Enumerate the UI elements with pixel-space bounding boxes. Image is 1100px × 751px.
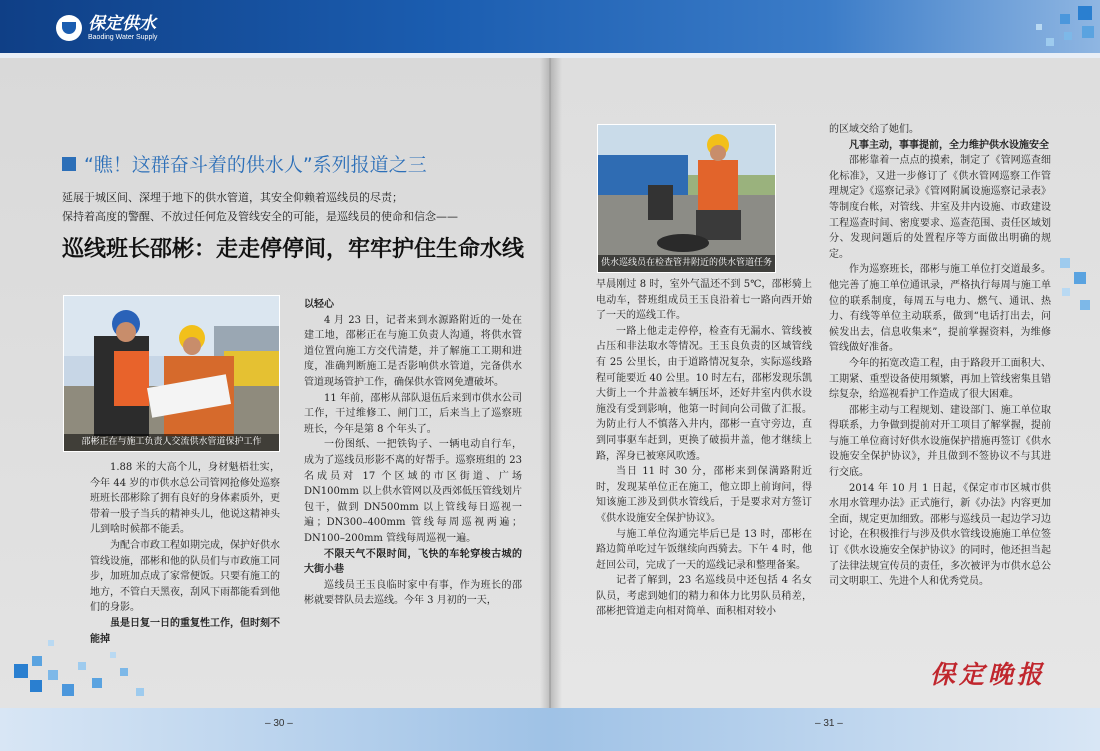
paragraph: 巡线员王玉良临时家中有事，作为班长的邵彬就要替队员去巡线。今年 3 月初的一天， <box>304 579 522 607</box>
paragraph: 邵彬靠着一点点的摸索，制定了《管网巡查细化标准》，又进一步修订了《供水管网巡察工作管理规定》《巡察记录》《管网附属设施巡察记录表》等制度台帐，对管线、井室及井内设施、市政建设工程巡查时间、密度要求、巡查范围、责任区域划分、发现问题后的处置程序等方面做出明确的规定。 <box>829 155 1051 260</box>
logo-english-text: Baoding Water Supply <box>88 33 158 41</box>
article-headline: 巡线班长邵彬：走走停停间，牢牢护住生命水线 <box>62 237 525 262</box>
text-column-1 <box>90 460 280 647</box>
photo-manhole-inspection <box>597 124 776 273</box>
newspaper-masthead: 保定晚报 <box>930 660 1047 689</box>
header-bar <box>0 0 1100 58</box>
paragraph: 一份图纸、一把铁钩子、一辆电动自行车，成为了巡线员形影不离的好帮手。巡察班组的 23 名成员对 17 个区域的市区街道、广场 DN100mm 以上供水管网以及西郊低压管线划片包干，做到 DN500mm 以上管线每日巡视一遍；DN300–400mm 管线每周巡视两遍；DN100–200mm 管线每周巡视一遍。 <box>304 439 522 544</box>
paragraph: 早晨刚过 8 时，室外气温还不到 5℃，邵彬骑上电动车，替班组成员王玉良沿着七一路向西开始了一天的巡线工作。 <box>596 279 812 322</box>
right-page-number: – 31 – <box>815 718 843 729</box>
section-heading: 虽是日复一日的重复性工作，但时刻不能掉 <box>90 617 280 645</box>
paragraph: 当日 11 时 30 分，邵彬来到保满路附近时，发现某单位正在施工，他立即上前询问，得知该施工涉及到供水管线后，于是要求对方签订《供水设施安全保护协议》。 <box>596 466 812 524</box>
paragraph: 的区域交给了她们。 <box>829 124 919 135</box>
lead-line: 保持着高度的警醒、不放过任何危及管线安全的可能，是巡线员的使命和信念—— <box>62 210 458 223</box>
photo-caption: 邵彬正在与施工负责人交流供水管道保护工作 <box>64 434 279 451</box>
paragraph: 1.88 米的大高个儿，身材魁梧壮实，今年 44 岁的市供水总公司管网抢修处巡察班班长邵彬除了拥有良好的身体素质外，更带着一股子当兵的精神头儿，他说这精神头儿到啥时候都不能丢。 <box>90 462 280 536</box>
lead-line: 延展于城区间、深埋于地下的供水管道，其安全仰赖着巡线员的尽责； <box>62 191 403 204</box>
paragraph: 作为巡察班长，邵彬与施工单位打交道最多。他完善了施工单位通讯录，严格执行每周与施工单位的联系制度，每周五与电力、燃气、通讯、热力、有线等单位主动联系，做到“电话打出去，问候发出去，信息收集来”，提前掌握资料，为维修管线做好准备。 <box>829 264 1051 354</box>
text-column-2 <box>304 297 522 609</box>
footer-bar <box>0 708 1100 751</box>
logo-chinese-text: 保定供水 <box>88 13 156 34</box>
photo-illustration <box>64 296 279 451</box>
page-spine <box>540 58 562 708</box>
paragraph: 记者了解到，23 名巡线员中还包括 4 名女队员，考虑到她们的精力和体力比男队员稍差，邵彬把管道走向相对简单、面积相对较小 <box>596 575 812 618</box>
photo-inspection-meeting <box>63 295 280 452</box>
paragraph: 一路上他走走停停，检查有无漏水、管线被占压和非法取水等情况。王玉良负责的区域管线有 25 公里长，由于道路情况复杂，实际巡线路程可能要近 40 公里。10 时左右，邵彬发现乐凯大街上一个井盖被车辆压坏，还好井室内供水设施没有受到影响，他第一时间向公司做了汇报。为防止行人不慎落入井内，邵彬一直守旁边，直到同事驱车赶到，更换了破损井盖，他才继续上路，浑身已被寒风吹透。 <box>596 325 812 462</box>
paragraph: 11 年前，邵彬从部队退伍后来到市供水公司工作，干过维修工、闸门工，后来当上了巡察班班长，今年是第 8 个年头了。 <box>304 392 522 435</box>
series-title <box>62 150 427 177</box>
photo-caption: 供水巡线员在检查管井附近的供水管道任务 <box>598 255 775 272</box>
text-column-3 <box>596 277 812 620</box>
square-bullet-icon <box>62 157 76 171</box>
section-heading: 以轻心 <box>304 299 334 310</box>
left-page-number: – 30 – <box>265 718 293 729</box>
publication-logo <box>56 8 157 48</box>
paragraph: 2014 年 10 月 1 日起，《保定市市区城市供水用水管理办法》正式施行，新《办法》内容更加全面，规定更加细致。邵彬与巡线员一起边学习边讨论，在积极推行与涉及供水管线设施施工单位签订《供水设施安全保护协议》的同时，他还担当起了法律法规宣传员的责任，多次被评为市供水总公司文明职工、先进个人和优秀党员。 <box>829 482 1051 588</box>
paragraph: 4 月 23 日，记者来到水源路附近的一处在建工地，邵彬正在与施工负责人沟通，将供水管道位置向施工方交代清楚，并了解施工工期和进度，准确判断施工是否影响供水管道，完备供水管道现场管护工作，确保供水管网免遭破坏。 <box>304 314 522 388</box>
paragraph: 与施工单位沟通完毕后已是 13 时，邵彬在路边简单吃过午饭继续向西骑去。下午 4 时，他赶回公司，完成了一天的巡线记录和整理备案。 <box>596 528 812 571</box>
water-drop-icon <box>56 15 82 41</box>
series-title-text: “瞧！这群奋斗着的供水人”系列报道之三 <box>84 154 427 176</box>
paragraph: 为配合市政工程如期完成，保护好供水管线设施，邵彬和他的队员们与市政施工同步，加班加点成了家常便饭。只要有施工的地方，不管白天黑夜，刮风下雨都能看到他们的身影。 <box>90 539 280 614</box>
section-heading: 凡事主动，事事提前，全力维护供水设施安全 <box>849 139 1049 151</box>
photo-illustration <box>598 125 775 272</box>
section-heading: 不限天气不限时间，飞快的车轮穿梭古城的大街小巷 <box>304 548 522 576</box>
text-column-4 <box>829 122 1051 590</box>
paragraph: 今年的拓宽改造工程，由于路段开工面积大、工期紧、重型设备使用频繁，再加上管线密集且错综复杂，给巡视看护工作造成了很大困难。 <box>829 357 1051 401</box>
lead-paragraph <box>62 188 532 226</box>
paragraph: 邵彬主动与工程规划、建设部门、施工单位取得联系，力争做到提前对开工项目了解掌握，提前与施工单位商讨好供水设施保护措施再签订《供水设施安全保护协议》，并且做到不签协议不与其进行交底。 <box>829 404 1051 479</box>
